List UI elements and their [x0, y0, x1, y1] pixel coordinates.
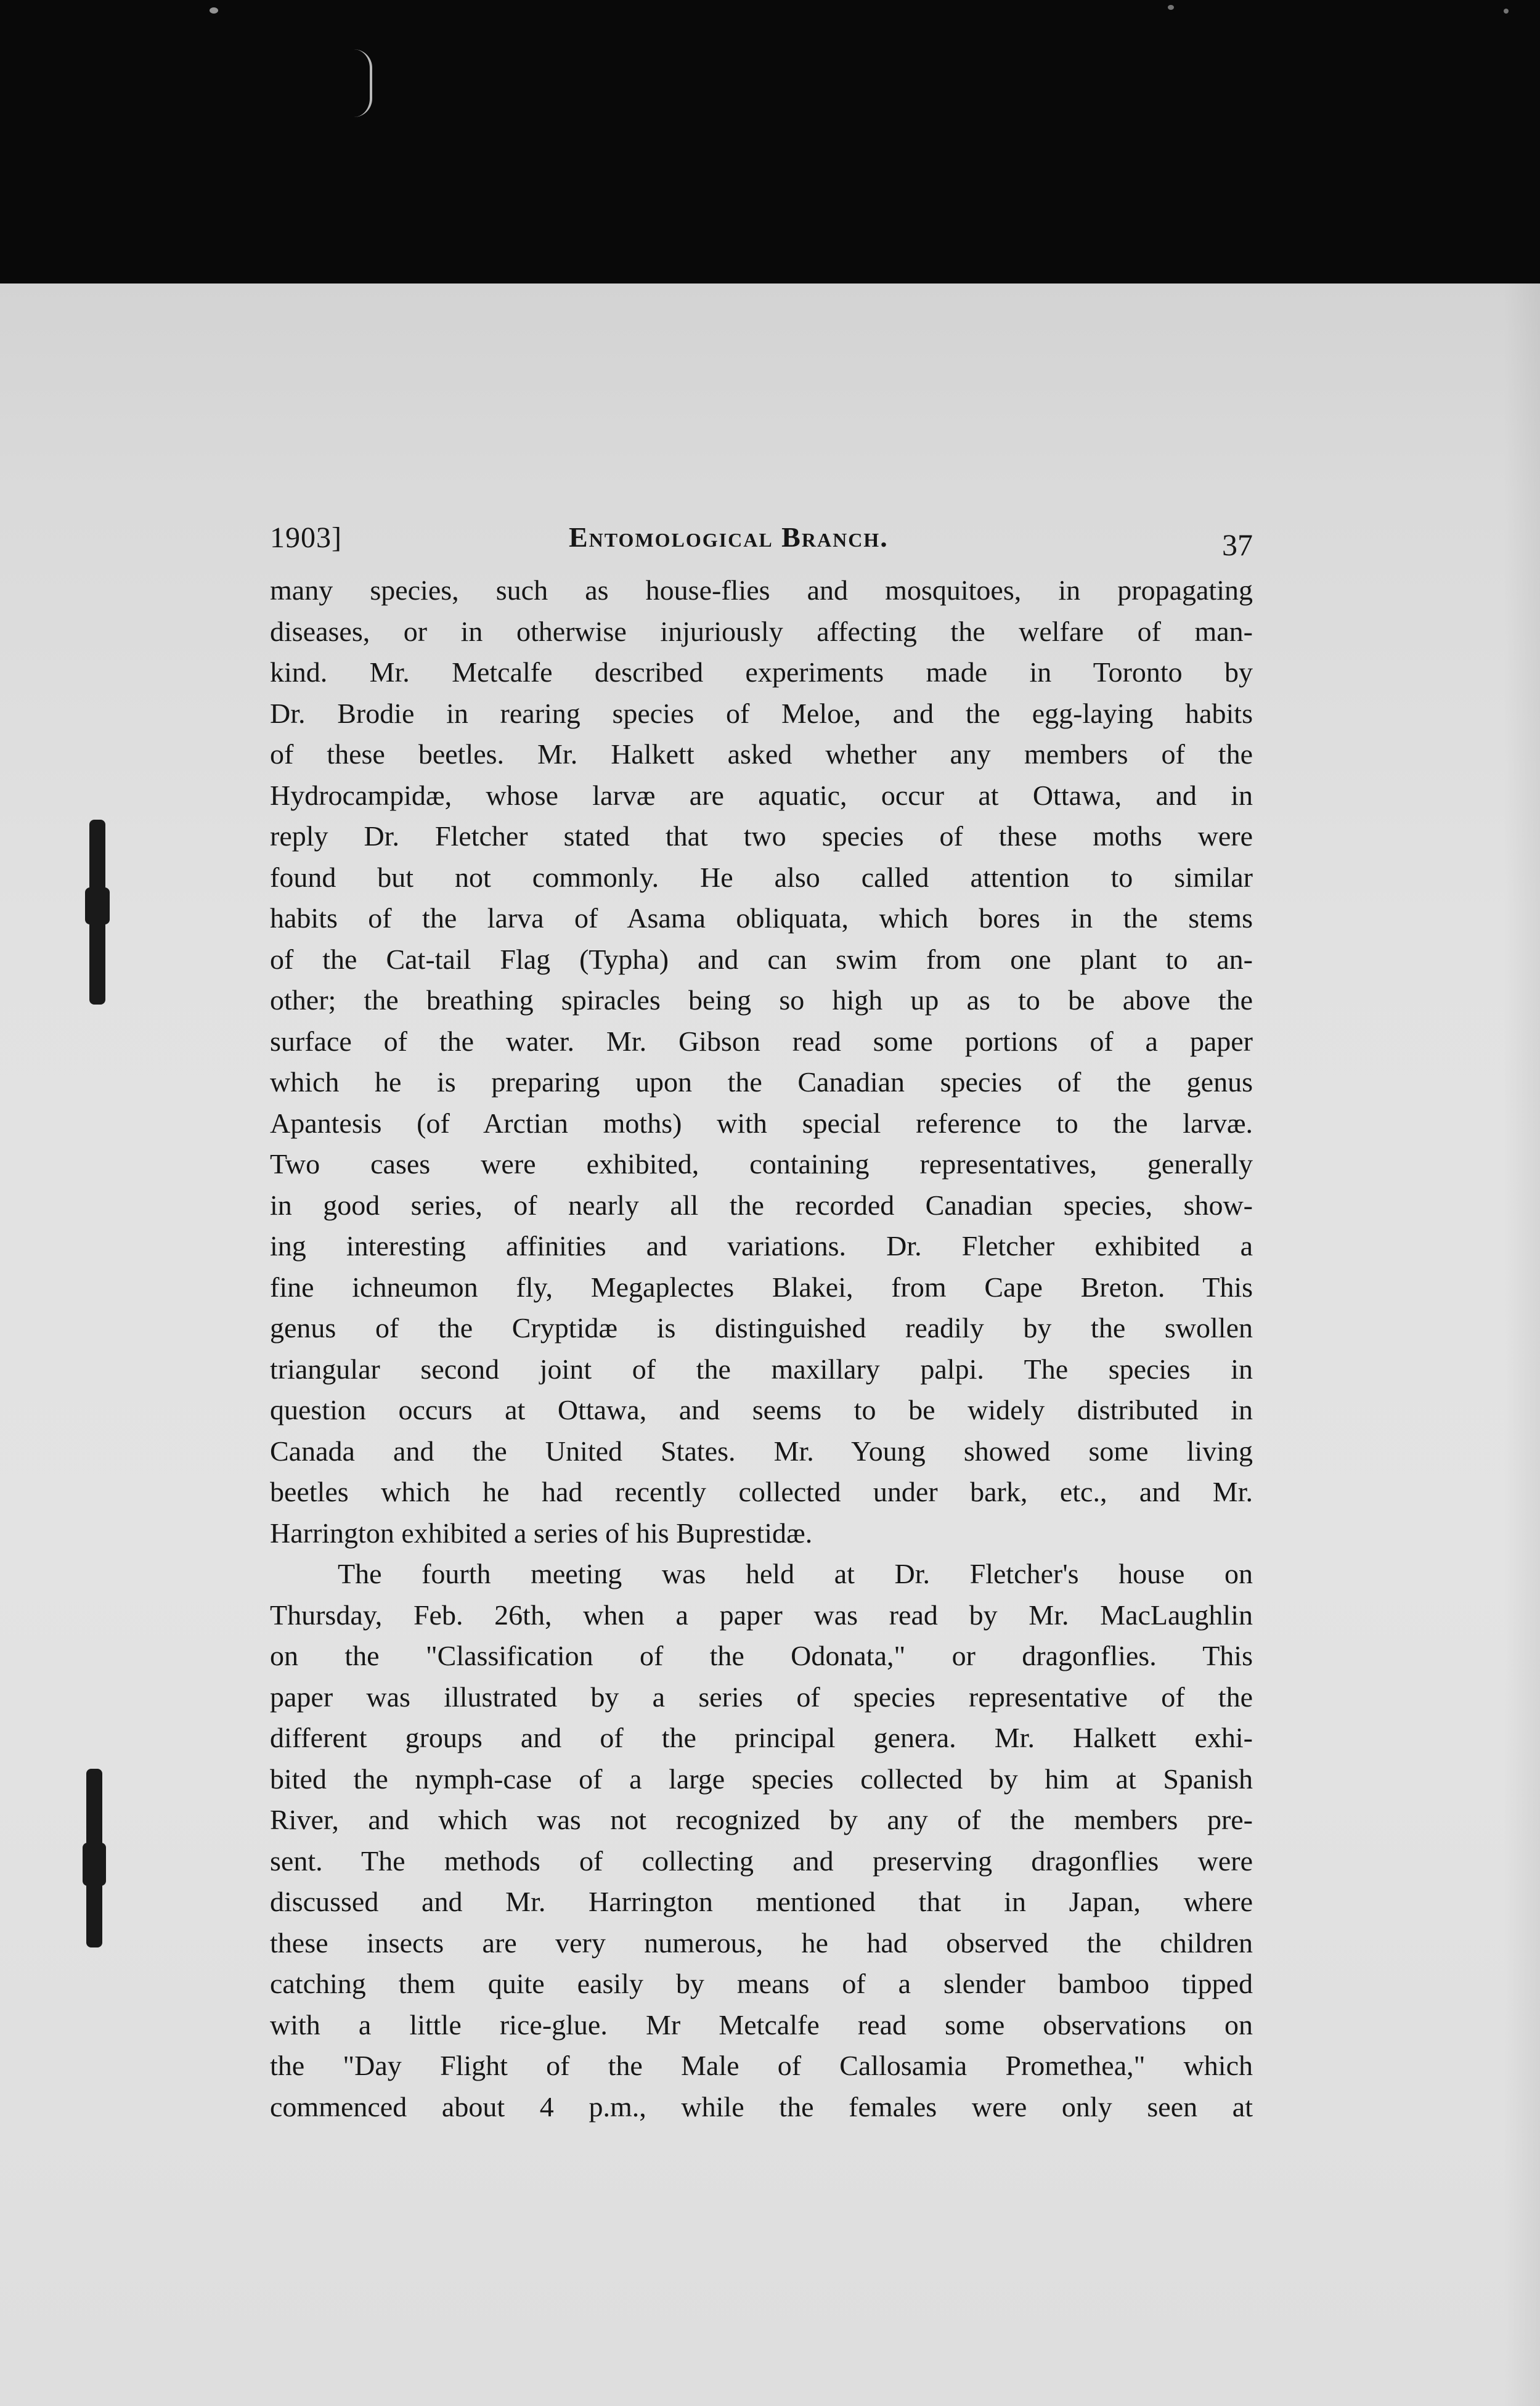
text-line: of the Cat-tail Flag (Typha) and can swim from one plant to an- [270, 943, 1253, 975]
body-text [270, 570, 1253, 2127]
text-line: commenced about 4 p.m., while the females were only seen at [270, 2090, 1253, 2123]
scan-speck [210, 7, 218, 14]
scan-dark-margin [0, 0, 1540, 290]
text-line: beetles which he had recently collected under bark, etc., and Mr. [270, 1476, 1253, 1507]
text-line: Thursday, Feb. 26th, when a paper was read by Mr. MacLaughlin [270, 1599, 1253, 1631]
text-line: surface of the water. Mr. Gibson read some portions of a paper [270, 1025, 1253, 1057]
text-line: Apantesis (of Arctian moths) with special reference to the larvæ. [270, 1107, 1253, 1139]
text-line: on the "Classification of the Odonata," or dragonflies. This [270, 1640, 1253, 1671]
text-line: fine ichneumon fly, Megaplectes Blakei, from Cape Breton. This [270, 1271, 1253, 1303]
text-line: reply Dr. Fletcher stated that two species of these moths were [270, 820, 1253, 852]
text-line: sent. The methods of collecting and preserving dragonflies were [270, 1845, 1253, 1877]
text-line: Harrington exhibited a series of his Buprestidæ. [270, 1517, 813, 1549]
scan-speck [1168, 5, 1174, 10]
text-line: which he is preparing upon the Canadian species of the genus [270, 1066, 1253, 1098]
text-line: River, and which was not recognized by any of the members pre- [270, 1804, 1253, 1835]
page-year: 1903] [270, 521, 342, 554]
page-number: 37 [1222, 528, 1253, 562]
section-title: Entomological Branch. [569, 521, 889, 553]
text-line: bited the nymph-case of a large species collected by him at Spanish [270, 1763, 1253, 1795]
text-line: The fourth meeting was held at Dr. Fletcher's house on [338, 1558, 1253, 1589]
text-line: discussed and Mr. Harrington mentioned that in Japan, where [270, 1886, 1253, 1917]
text-line: catching them quite easily by means of a slender bamboo tipped [270, 1968, 1253, 1999]
text-line: other; the breathing spiracles being so high up as to be above the [270, 984, 1253, 1016]
binding-mark [85, 887, 110, 924]
text-line: genus of the Cryptidæ is distinguished readily by the swollen [270, 1312, 1253, 1344]
text-line: kind. Mr. Metcalfe described experiments made in Toronto by [270, 656, 1253, 688]
text-line: question occurs at Ottawa, and seems to be widely distributed in [270, 1394, 1253, 1425]
text-line: different groups and of the principal genera. Mr. Halkett exhi- [270, 1722, 1253, 1753]
text-line: Canada and the United States. Mr. Young showed some living [270, 1435, 1253, 1467]
text-line: triangular second joint of the maxillary palpi. The species in [270, 1353, 1253, 1385]
text-line: diseases, or in otherwise injuriously affecting the welfare of man- [270, 615, 1253, 647]
text-line: paper was illustrated by a series of species representative of the [270, 1681, 1253, 1713]
binding-mark [83, 1843, 106, 1886]
text-line: Hydrocampidæ, whose larvæ are aquatic, occur at Ottawa, and in [270, 779, 1253, 811]
text-line: these insects are very numerous, he had observed the children [270, 1927, 1253, 1959]
text-line: with a little rice-glue. Mr Metcalfe read some observations on [270, 2008, 1253, 2041]
scan-artifact-mark [345, 49, 372, 117]
text-line: the "Day Flight of the Male of Callosamia Promethea," which [270, 2050, 1253, 2081]
text-line: habits of the larva of Asama obliquata, which bores in the stems [270, 902, 1253, 934]
running-head [270, 521, 1253, 570]
page-content [270, 521, 1253, 2127]
page-edge-shadow [1504, 283, 1540, 2406]
text-line: ing interesting affinities and variations. Dr. Fletcher exhibited a [270, 1230, 1253, 1262]
scan-speck [1504, 9, 1509, 14]
text-line: Dr. Brodie in rearing species of Meloe, and the egg-laying habits [270, 697, 1253, 729]
text-line: many species, such as house-flies and mosquitoes, in propagating [270, 574, 1253, 606]
text-line: of these beetles. Mr. Halkett asked whether any members of the [270, 738, 1253, 770]
text-line: Two cases were exhibited, containing representatives, generally [270, 1148, 1253, 1180]
text-line: in good series, of nearly all the recorded Canadian species, show- [270, 1189, 1253, 1221]
text-line: found but not commonly. He also called attention to similar [270, 861, 1253, 893]
